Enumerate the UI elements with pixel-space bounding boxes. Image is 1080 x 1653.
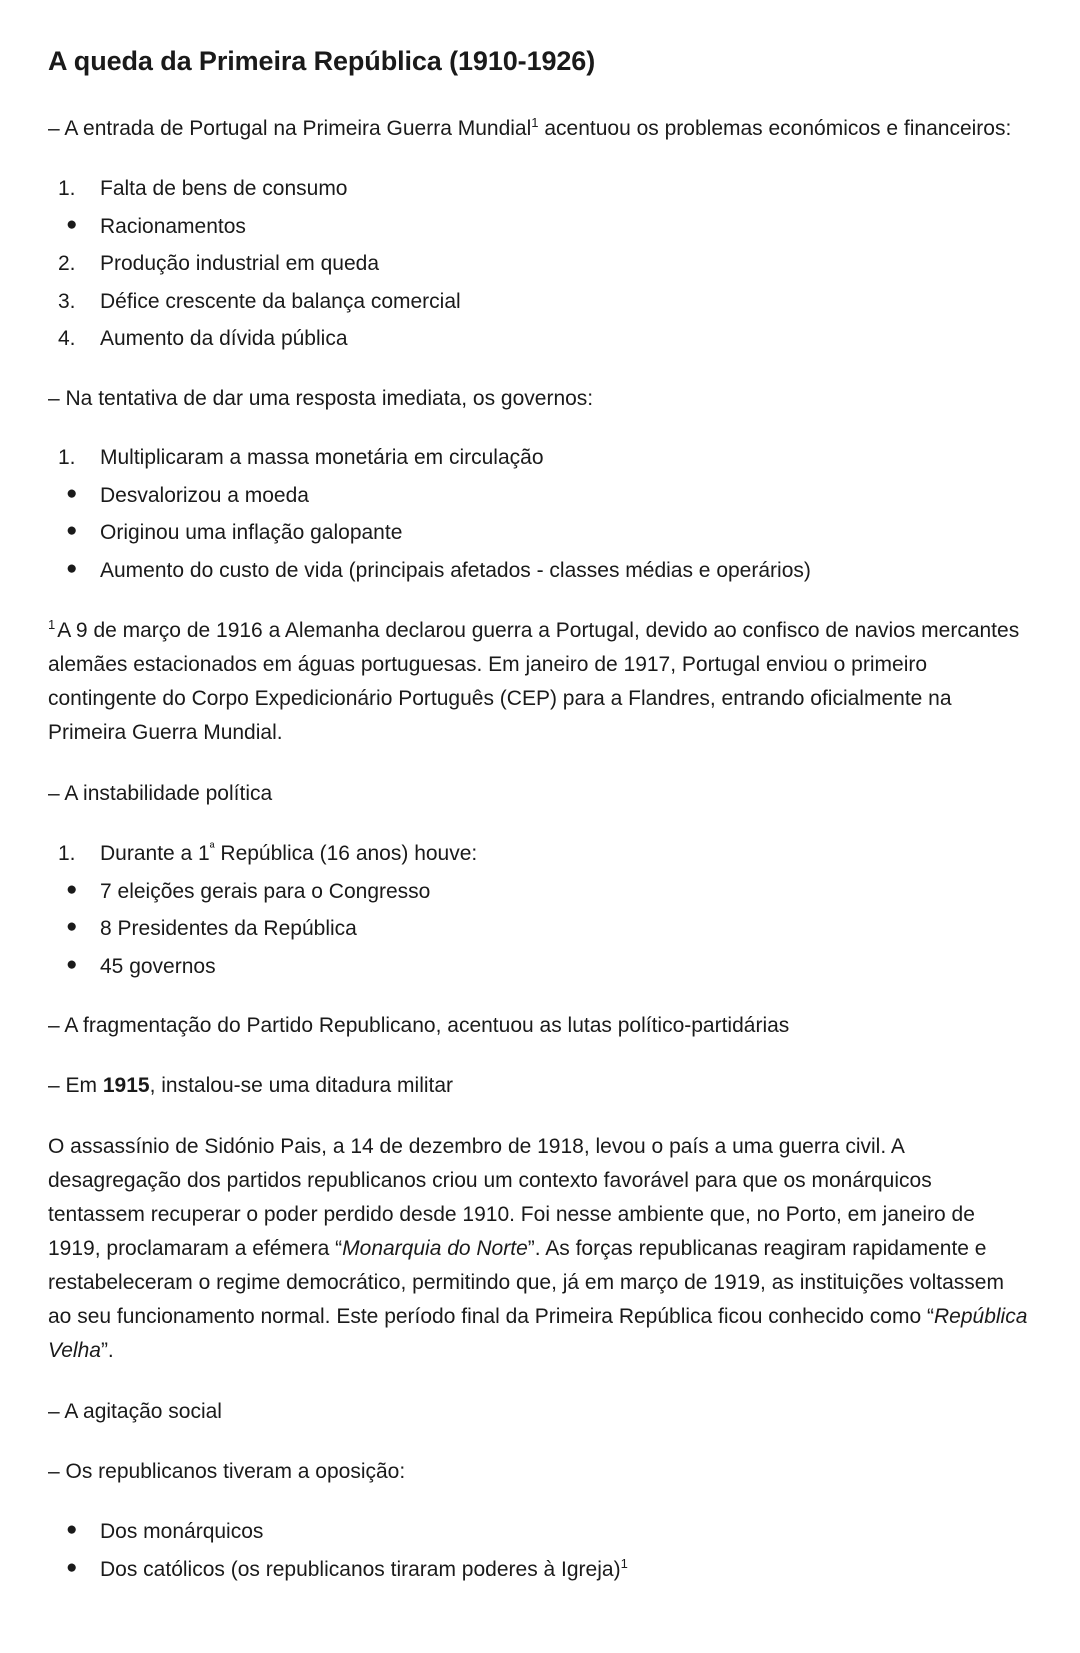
list-item-label: Multiplicaram a massa monetária em circulação (100, 446, 544, 470)
dictatorship-year: 1915 (102, 1074, 150, 1098)
list-economic-problems (48, 173, 1032, 355)
opposition-heading: – Os republicanos tiveram a oposição: (48, 1460, 406, 1484)
dictatorship-suffix: , instalou-se uma ditadura militar (149, 1074, 454, 1098)
list-marker: 2. (58, 252, 76, 275)
footnote-reference-icon: 1 (620, 1555, 628, 1571)
list-marker: ● (66, 557, 78, 579)
list-item (48, 951, 1032, 983)
intro-suffix: acentuou os problemas económicos e financeiros: (538, 117, 1012, 141)
list-marker: ● (66, 953, 78, 975)
list-item (48, 248, 1032, 280)
list-item-label: Originou uma inflação galopante (100, 521, 403, 545)
list-item-label: Dos católicos (os republicanos tiraram poderes à Igreja) (100, 1557, 621, 1581)
list-item-label-prefix: Durante a 1 (100, 842, 210, 866)
list-item-label: 45 governos (100, 954, 216, 978)
narrative-part-1: O assassínio de Sidónio Pais, a 14 de dezembro de 1918, levou o país a uma guerra civil. A desagregação dos partidos republicanos criou um contexto favorável para que os monárquicos tentassem recuperar o poder perdido desde 1910. Foi nesse ambiente que, no Porto, em janeiro de 1919, proclamaram a efémera “ (48, 1135, 975, 1261)
list-marker: 1. (58, 446, 76, 470)
list-item (48, 838, 1032, 870)
list-item-label: Racionamentos (100, 214, 246, 238)
intro-prefix: – A entrada de Portugal na Primeira Guerra Mundial (48, 117, 532, 141)
list-item (48, 517, 1032, 549)
list-marker: ● (66, 1519, 78, 1541)
list-item-label-suffix: República (16 anos) houve: (214, 842, 478, 866)
ordinal-indicator: ª (209, 840, 215, 856)
list-item (48, 442, 1032, 474)
list-item (48, 876, 1032, 908)
list-item (48, 1516, 1032, 1548)
list-marker: ● (66, 213, 78, 235)
list-item-label: Falta de bens de consumo (100, 177, 348, 200)
footnote-paragraph (48, 614, 1032, 750)
list-marker: ● (66, 520, 78, 542)
list-marker: 4. (58, 327, 76, 350)
footnote-marker-icon: 1 (48, 617, 56, 633)
dictatorship-paragraph (48, 1070, 1032, 1102)
list-item (48, 480, 1032, 512)
list-item-label: 8 Presidentes da República (100, 917, 357, 941)
list-instability-facts (48, 838, 1032, 982)
dictatorship-prefix: – Em (48, 1074, 103, 1098)
page-title: A queda da Primeira República (1910-1926) (48, 46, 596, 76)
list-item (48, 211, 1032, 243)
footnote-reference-icon: 1 (531, 115, 539, 131)
list-marker: ● (66, 482, 78, 504)
list-item (48, 913, 1032, 945)
list-item (48, 1554, 1032, 1586)
list-item (48, 286, 1032, 318)
narrative-paragraph (48, 1130, 1032, 1368)
list-item-label: Aumento da dívida pública (100, 327, 348, 350)
list-marker: 1. (58, 177, 76, 200)
list-opposition-groups (48, 1516, 1032, 1585)
list-marker: 1. (58, 842, 76, 866)
narrative-part-3: ”. (100, 1339, 114, 1363)
list-item-label: Dos monárquicos (100, 1520, 264, 1544)
narrative-italic-monarquia-do-norte: Monarquia do Norte (342, 1237, 528, 1261)
list-item (48, 323, 1032, 355)
footnote-text: A 9 de março de 1916 a Alemanha declarou guerra a Portugal, devido ao confisco de navios mercantes alemães estacionados em águas portuguesas. Em janeiro de 1917, Portugal enviou o primeiro contingente do Corpo Expedicionário Português (CEP) para a Flandres, entrando oficialmente na Primeira Guerra Mundial. (48, 619, 1020, 745)
list-item-label: 7 eleições gerais para o Congresso (100, 879, 431, 903)
narrative-part-2: ”. As forças republicanas reagiram rapidamente e restabeleceram o regime democrático, permitindo que, já em março de 1919, as instituições voltassem ao seu funcionamento normal. Este período final da Primeira República ficou conhecido como “ (48, 1237, 1004, 1329)
list-marker: 3. (58, 289, 76, 313)
list-item-label: Desvalorizou a moeda (100, 483, 309, 507)
governments-heading: – Na tentativa de dar uma resposta imediata, os governos: (48, 386, 594, 410)
intro-paragraph (48, 113, 1032, 145)
list-government-responses (48, 442, 1032, 586)
list-item-label: Défice crescente da balança comercial (100, 289, 461, 313)
list-item (48, 173, 1032, 205)
list-item-label: Aumento do custo de vida (principais afetados - classes médias e operários) (100, 558, 811, 582)
list-marker: ● (66, 916, 78, 938)
list-marker: ● (66, 878, 78, 900)
list-item (48, 555, 1032, 587)
list-marker: ● (66, 1556, 78, 1578)
agitation-paragraph: – A agitação social (48, 1400, 222, 1424)
instability-heading: – A instabilidade política (48, 782, 273, 806)
narrative-italic-republica-velha: República Velha (48, 1305, 1028, 1363)
list-item-label: Produção industrial em queda (100, 252, 380, 275)
fragmentation-paragraph: – A fragmentação do Partido Republicano, acentuou as lutas político-partidárias (48, 1014, 790, 1038)
